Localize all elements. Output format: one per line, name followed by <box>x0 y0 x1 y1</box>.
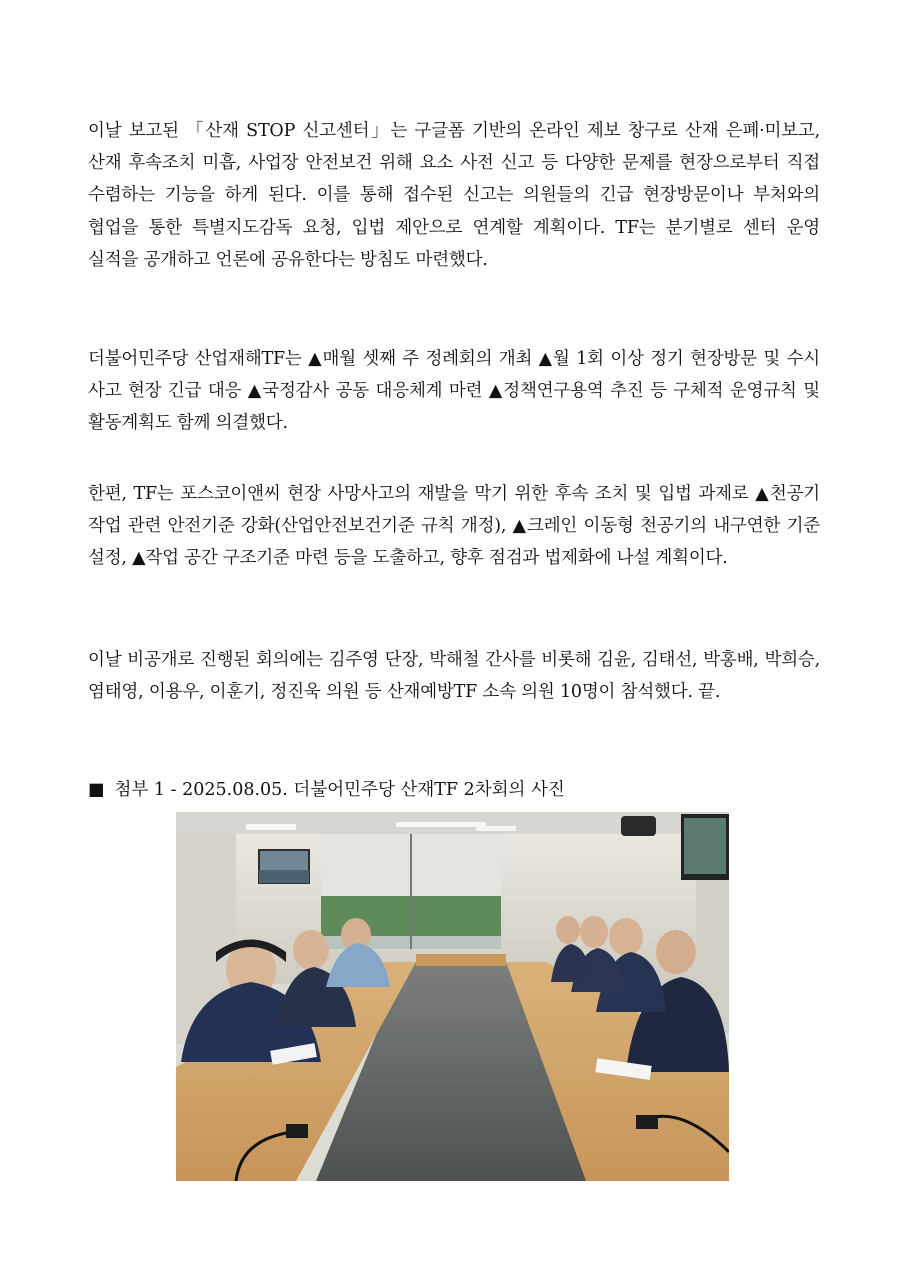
body-paragraph-operating-rules: 더불어민주당 산업재해TF는 ▲매월 셋째 주 정례회의 개최 ▲월 1회 이상 정기 현장방문 및 수시 사고 현장 긴급 대응 ▲국정감사 공동 대응체계 마련 ▲정책연구용역 추진 등 구체적 운영규칙 및 활동계획도 함께 의결했다. <box>88 349 820 434</box>
square-bullet-icon: ■ <box>88 780 105 800</box>
meeting-photo <box>176 812 729 1181</box>
attachment-caption <box>88 774 565 806</box>
body-paragraph-attendees: 이날 비공개로 진행된 회의에는 김주영 단장, 박해철 간사를 비롯해 김윤, 김태선, 박홍배, 박희승, 염태영, 이용우, 이훈기, 정진욱 의원 등 산재예방TF 소속 의원 10명이 참석했다. 끝. <box>88 650 820 703</box>
body-paragraph-follow-up-measures: 한편, TF는 포스코이앤씨 현장 사망사고의 재발을 막기 위한 후속 조치 및 입법 과제로 ▲천공기 작업 관련 안전기준 강화(산업안전보건기준 규칙 개정), ▲크레인 이동형 천공기의 내구연한 기준 설정, ▲작업 공간 구조기준 마련 등을 도출하고, 향후 점검과 법제화에 나설 계획이다. <box>88 484 820 569</box>
attachment-caption-text: 첨부 1 - 2025.08.05. 더불어민주당 산재TF 2차회의 사진 <box>114 780 565 800</box>
body-paragraph-report-center: 이날 보고된 「산재 STOP 신고센터」는 구글폼 기반의 온라인 제보 창구로 산재 은폐·미보고, 산재 후속조치 미흡, 사업장 안전보건 위해 요소 사전 신고 등 다양한 문제를 현장으로부터 직접 수렴하는 기능을 하게 된다. 이를 통해 접수된 신고는 의원들의 긴급 현장방문이나 부처와의 협업을 통한 특별지도감독 요청, 입법 제안으로 연계할 계획이다. TF는 분기별로 센터 운영 실적을 공개하고 언론에 공유한다는 방침도 마련했다. <box>88 121 820 270</box>
